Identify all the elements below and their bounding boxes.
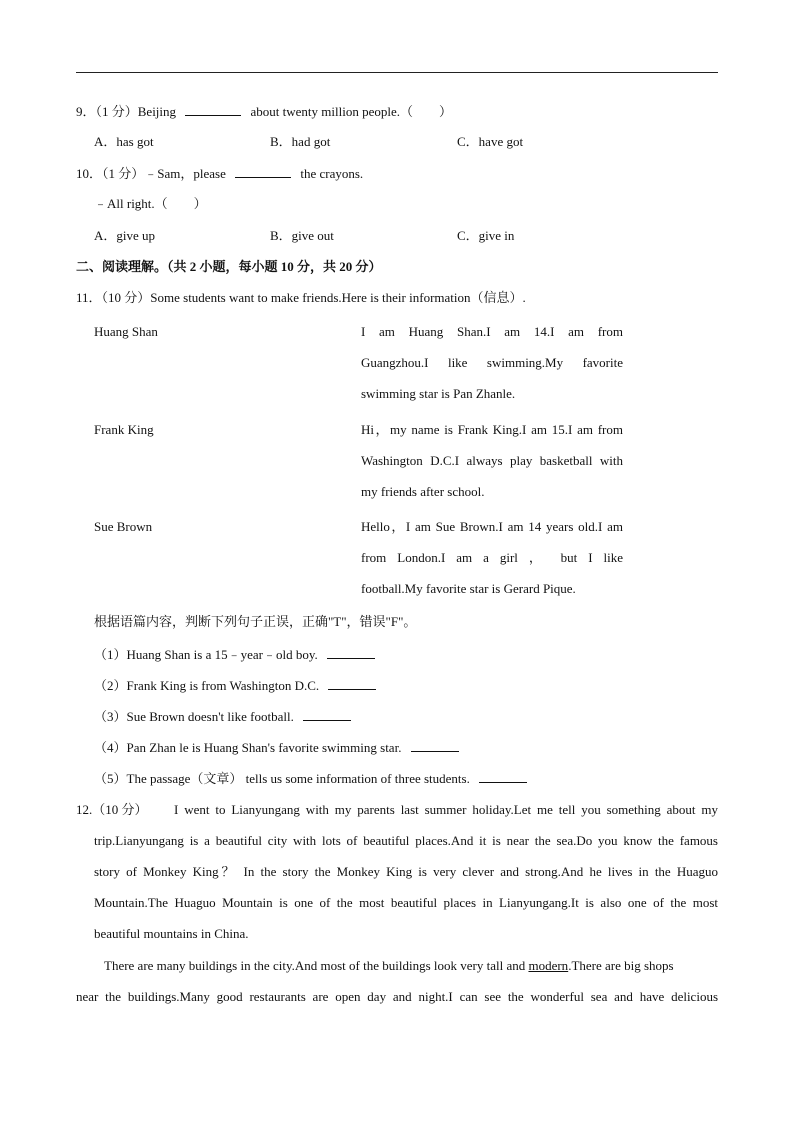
passage-line: Mountain.The Huaguo Mountain is one of the most beautiful places in Lianyungang.It is also one of the most [94,895,718,910]
passage-line: story of Monkey King？ In the story the Monkey King is very clever and strong.And he lives in the Huaguo [94,864,718,879]
passage-line [104,958,674,974]
passage-text: There are many buildings in the city.And most of the buildings look very tall and [104,958,526,973]
question-10-prefix: 10．（1 分）﹣Sam，please [76,166,226,181]
option-c: C．give in [457,228,515,243]
passage-line: beautiful mountains in China. [94,926,249,941]
student-info-line: football.My favorite star is Gerard Pique. [361,581,576,596]
question-10-suffix: the crayons. [300,166,364,181]
option-c: C．have got [457,134,524,149]
statement-1 [94,646,375,663]
answer-blank [411,739,459,752]
student-info-line: Hello，I am Sue Brown.I am 14 years old.I am [361,519,623,534]
underlined-word: modern [528,958,569,973]
student-info-line: Guangzhou.I like swimming.My favorite [361,355,623,370]
question-10-reply: ﹣All right.（ ） [94,196,207,211]
statement-text: （3）Sue Brown doesn't like football. [94,709,294,724]
option-a: A．give up [94,228,156,243]
statement-5 [94,770,527,787]
passage-line: I went to Lianyungang with my parents last summer holiday.Let me tell you something about my [174,802,718,817]
question-9-prefix: 9．（1 分）Beijing [76,104,177,119]
question-9-suffix: about twenty million people.（ ） [250,104,453,119]
answer-blank [328,677,376,690]
option-b: B．give out [270,228,334,243]
passage-line: trip.Lianyungang is a beautiful city with lots of beautiful places.And it is near the sea.Do you know the famous [94,833,718,848]
statement-text: （2）Frank King is from Washington D.C. [94,678,320,693]
statement-4 [94,739,459,756]
passage-line: near the buildings.Many good restaurants are open day and night.I can see the wonderful sea and have delicious [76,989,718,1004]
instruction: 根据语篇内容，判断下列句子正误，正确"T"，错误"F"。 [94,614,417,629]
student-name: Frank King [94,422,154,437]
student-info-line: I am Huang Shan.I am 14.I am from [361,324,623,339]
statement-text: （4）Pan Zhan le is Huang Shan's favorite swimming star. [94,740,402,755]
passage-text: .There are big shops [568,958,674,973]
header-rule [76,72,718,73]
student-name: Sue Brown [94,519,153,534]
answer-blank [303,708,351,721]
student-name: Huang Shan [94,324,158,339]
answer-blank [479,770,527,783]
student-info-line: my friends after school. [361,484,485,499]
statement-2 [94,677,376,694]
option-b: B．had got [270,134,331,149]
student-info-line: from London.I am a girl ， but I like [361,550,623,565]
question-12-label: 12.（10 分） [76,802,148,817]
question-10 [76,165,363,182]
statement-text: （1）Huang Shan is a 15﹣year﹣old boy. [94,647,318,662]
student-info-line: Hi，my name is Frank King.I am 15.I am from [361,422,623,437]
answer-blank [327,646,375,659]
answer-blank [185,103,241,116]
statement-text: （5）The passage（文章） tells us some information of three students. [94,771,470,786]
option-a: A．has got [94,134,154,149]
student-info-line: Washington D.C.I always play basketball with [361,453,623,468]
question-9 [76,103,452,120]
statement-3 [94,708,351,725]
answer-blank [235,165,291,178]
section-heading: 二、阅读理解。（共 2 小题，每小题 10 分，共 20 分） [76,259,382,274]
student-info-line: swimming star is Pan Zhanle. [361,386,516,401]
question-11-intro: 11．（10 分）Some students want to make friends.Here is their information（信息）. [76,290,526,305]
